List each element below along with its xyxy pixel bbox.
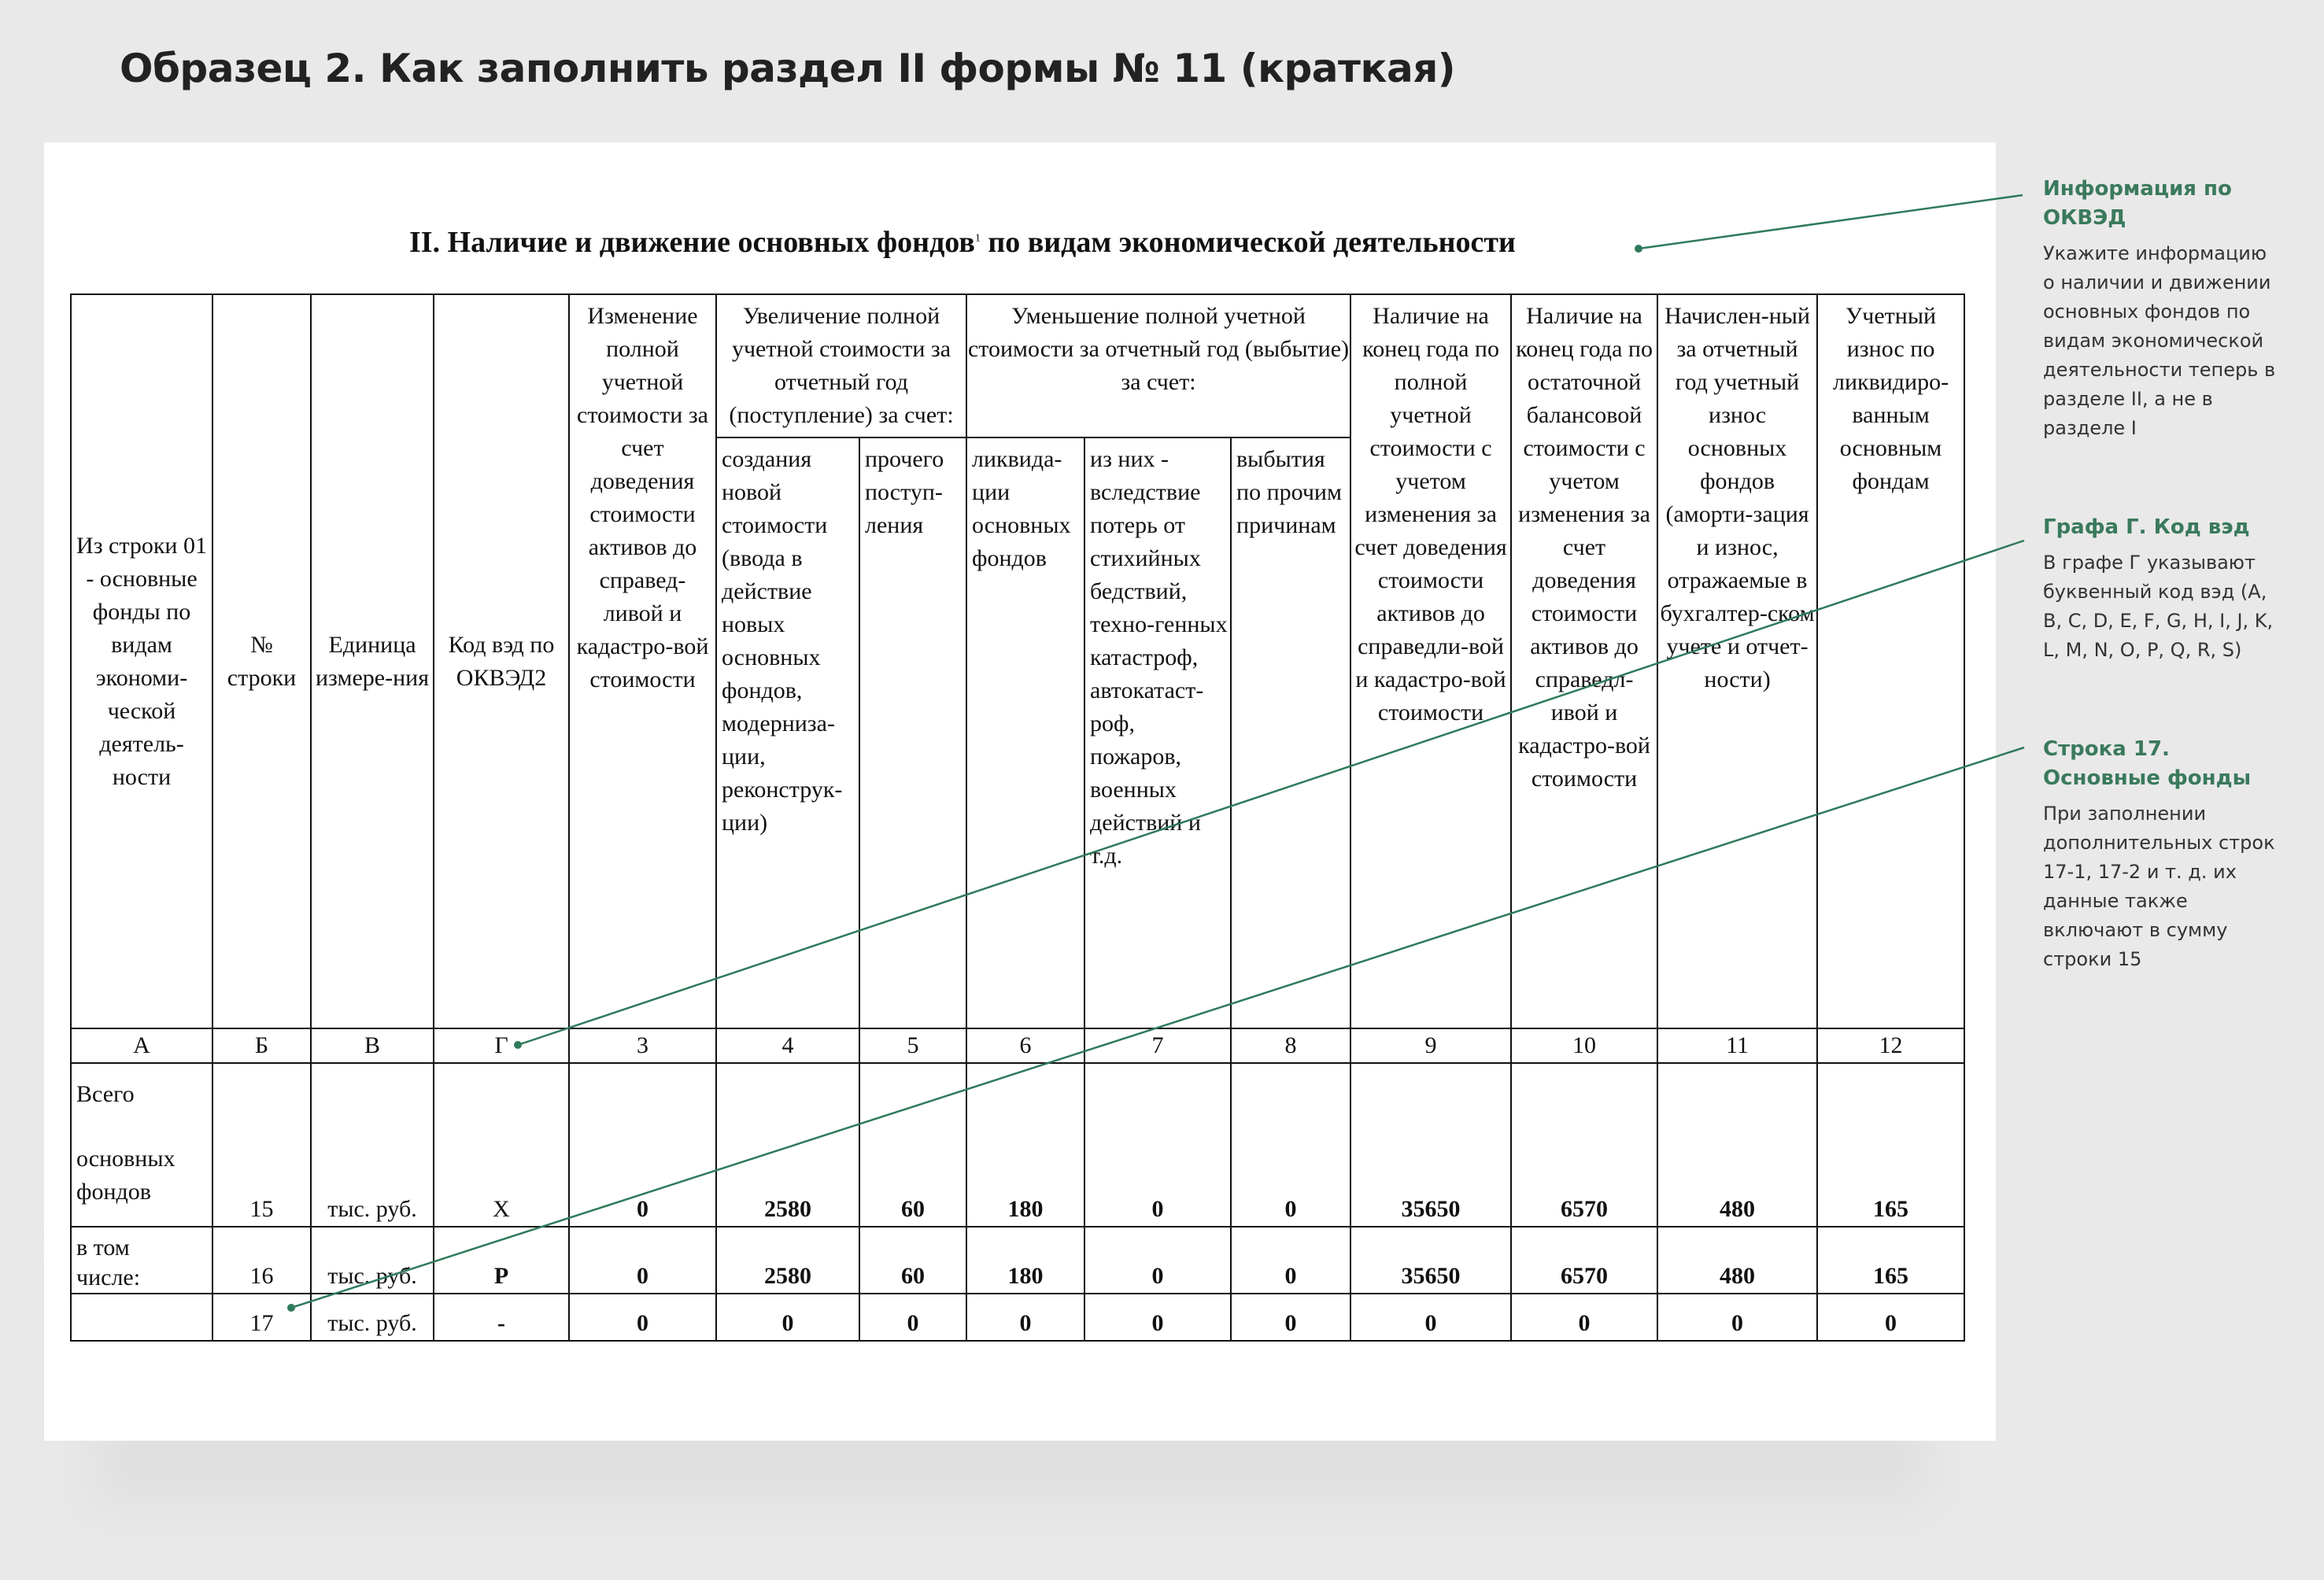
row-unit: тыс. руб.: [311, 1063, 434, 1227]
value-cell: 0: [1231, 1063, 1350, 1227]
note-heading: Строка 17. Основные фонды: [2043, 737, 2252, 790]
letter-cell: 8: [1231, 1028, 1350, 1062]
row-line-number: 16: [212, 1227, 311, 1294]
row-code: Х: [434, 1063, 569, 1227]
note-text: Укажите информацию о наличии и движении основных фондов по видам экономической деятельности теперь в разделе II, а не в разделе I: [2043, 242, 2276, 439]
letter-cell: 11: [1657, 1028, 1817, 1062]
leader-dot-column-g: [514, 1041, 522, 1049]
value-cell: 0: [859, 1294, 966, 1341]
value-cell: 165: [1817, 1227, 1964, 1294]
header-increase-group: Увеличение полной учетной стоимости за отчетный год (поступление) за счет:: [716, 294, 966, 437]
value-cell: 0: [569, 1063, 716, 1227]
note-text: В графе Г указывают буквенный код вэд (A, B, C, D, E, F, G, H, I, J, K, L, M, N, O, P, Q, R, S): [2043, 552, 2274, 661]
header-col-6: ликвида-ции основных фондов: [966, 437, 1084, 1028]
letter-cell: 4: [716, 1028, 859, 1062]
header-col-11: Начислен-ный за отчетный год учетный износ основных фондов (аморти-зация и износ, отражаемые в бухгалтер-ском учете и отчет-ности): [1657, 294, 1817, 1028]
row-label: Всего основных фондов: [71, 1063, 212, 1227]
note-text: При заполнении дополнительных строк 17-1, 17-2 и т. д. их данные также включают в сумму строки 15: [2043, 803, 2275, 970]
value-cell: 180: [966, 1063, 1084, 1227]
header-col-b: № строки: [212, 294, 311, 1028]
value-cell: 180: [966, 1227, 1084, 1294]
value-cell: 2580: [716, 1063, 859, 1227]
letter-cell: 5: [859, 1028, 966, 1062]
value-cell: 0: [1657, 1294, 1817, 1341]
header-col-8: выбытия по прочим причинам: [1231, 437, 1350, 1028]
value-cell: 0: [1084, 1227, 1231, 1294]
leader-dot-row-17: [287, 1304, 295, 1312]
header-col-4: создания новой стоимости (ввода в действие новых основных фондов, модерниза-ции, реконструк-ции): [716, 437, 859, 1028]
value-cell: 0: [1231, 1294, 1350, 1341]
page-title: Образец 2. Как заполнить раздел II формы № 11 (краткая): [120, 46, 1456, 91]
value-cell: 0: [1511, 1294, 1657, 1341]
row-unit: тыс. руб.: [311, 1227, 434, 1294]
leader-line-okved: [1639, 195, 2023, 249]
note-column-g: [2043, 513, 2287, 665]
letter-cell: Б: [212, 1028, 311, 1062]
value-cell: 0: [1084, 1294, 1231, 1341]
leader-dot-okved: [1635, 245, 1642, 253]
letter-cell: Г: [434, 1028, 569, 1062]
row-line-number: 15: [212, 1063, 311, 1227]
note-okved: [2043, 175, 2279, 443]
note-row-17: [2043, 735, 2287, 974]
value-cell: 0: [716, 1294, 859, 1341]
header-col-v: Единица измере-ния: [311, 294, 434, 1028]
header-decrease-group: Уменьшение полной учетной стоимости за отчетный год (выбытие) за счет:: [966, 294, 1350, 437]
letter-cell: 7: [1084, 1028, 1231, 1062]
value-cell: 2580: [716, 1227, 859, 1294]
header-col-7: из них - вследствие потерь от стихийных бедствий, техно-генных катастроф, автокатаст-роф, пожаров, военных действий и т.д.: [1084, 437, 1231, 1028]
row-label: в том числе:: [71, 1227, 212, 1294]
value-cell: 0: [569, 1227, 716, 1294]
note-heading: Графа Г. Код вэд: [2043, 515, 2250, 539]
value-cell: 0: [1231, 1227, 1350, 1294]
row-line-number: 17: [212, 1294, 311, 1341]
header-col-12: Учетный износ по ликвидиро-ванным основным фондам: [1817, 294, 1964, 1028]
row-code: -: [434, 1294, 569, 1341]
value-cell: 60: [859, 1063, 966, 1227]
value-cell: 35650: [1350, 1227, 1511, 1294]
note-heading: Информация по ОКВЭД: [2043, 177, 2232, 230]
value-cell: 60: [859, 1227, 966, 1294]
value-cell: 0: [966, 1294, 1084, 1341]
header-col-a: Из строки 01 - основные фонды по видам экономи-ческой деятель-ности: [71, 294, 212, 1028]
value-cell: 0: [1350, 1294, 1511, 1341]
header-col-3: Изменение полной учетной стоимости за счет доведения стоимости активов до справед-ливой и кадастро-вой стоимости: [569, 294, 716, 1028]
leader-line-column-g: [518, 541, 2024, 1045]
value-cell: 0: [569, 1294, 716, 1341]
letter-cell: А: [71, 1028, 212, 1062]
letter-cell: 10: [1511, 1028, 1657, 1062]
value-cell: 0: [1084, 1063, 1231, 1227]
value-cell: 6570: [1511, 1063, 1657, 1227]
header-col-10: Наличие на конец года по остаточной балансовой стоимости с учетом изменения за счет доведения стоимости активов до справедл-ивой и кадастро-вой стоимости: [1511, 294, 1657, 1028]
letter-cell: В: [311, 1028, 434, 1062]
value-cell: 6570: [1511, 1227, 1657, 1294]
letter-cell: 9: [1350, 1028, 1511, 1062]
header-col-g: Код вэд по ОКВЭД2: [434, 294, 569, 1028]
row-code: Р: [434, 1227, 569, 1294]
row-unit: тыс. руб.: [311, 1294, 434, 1341]
letter-cell: 12: [1817, 1028, 1964, 1062]
value-cell: 480: [1657, 1227, 1817, 1294]
header-col-9: Наличие на конец года по полной учетной стоимости с учетом изменения за счет доведения стоимости активов до справедли-вой и кадастро-вой стоимости: [1350, 294, 1511, 1028]
value-cell: 0: [1817, 1294, 1964, 1341]
value-cell: 165: [1817, 1063, 1964, 1227]
header-col-5: прочего поступ-ления: [859, 437, 966, 1028]
letter-cell: 6: [966, 1028, 1084, 1062]
value-cell: 480: [1657, 1063, 1817, 1227]
letter-cell: 3: [569, 1028, 716, 1062]
value-cell: 35650: [1350, 1063, 1511, 1227]
form-heading: II. Наличие и движение основных фондов$^1$ по видам экономической деятельности: [409, 226, 1516, 259]
